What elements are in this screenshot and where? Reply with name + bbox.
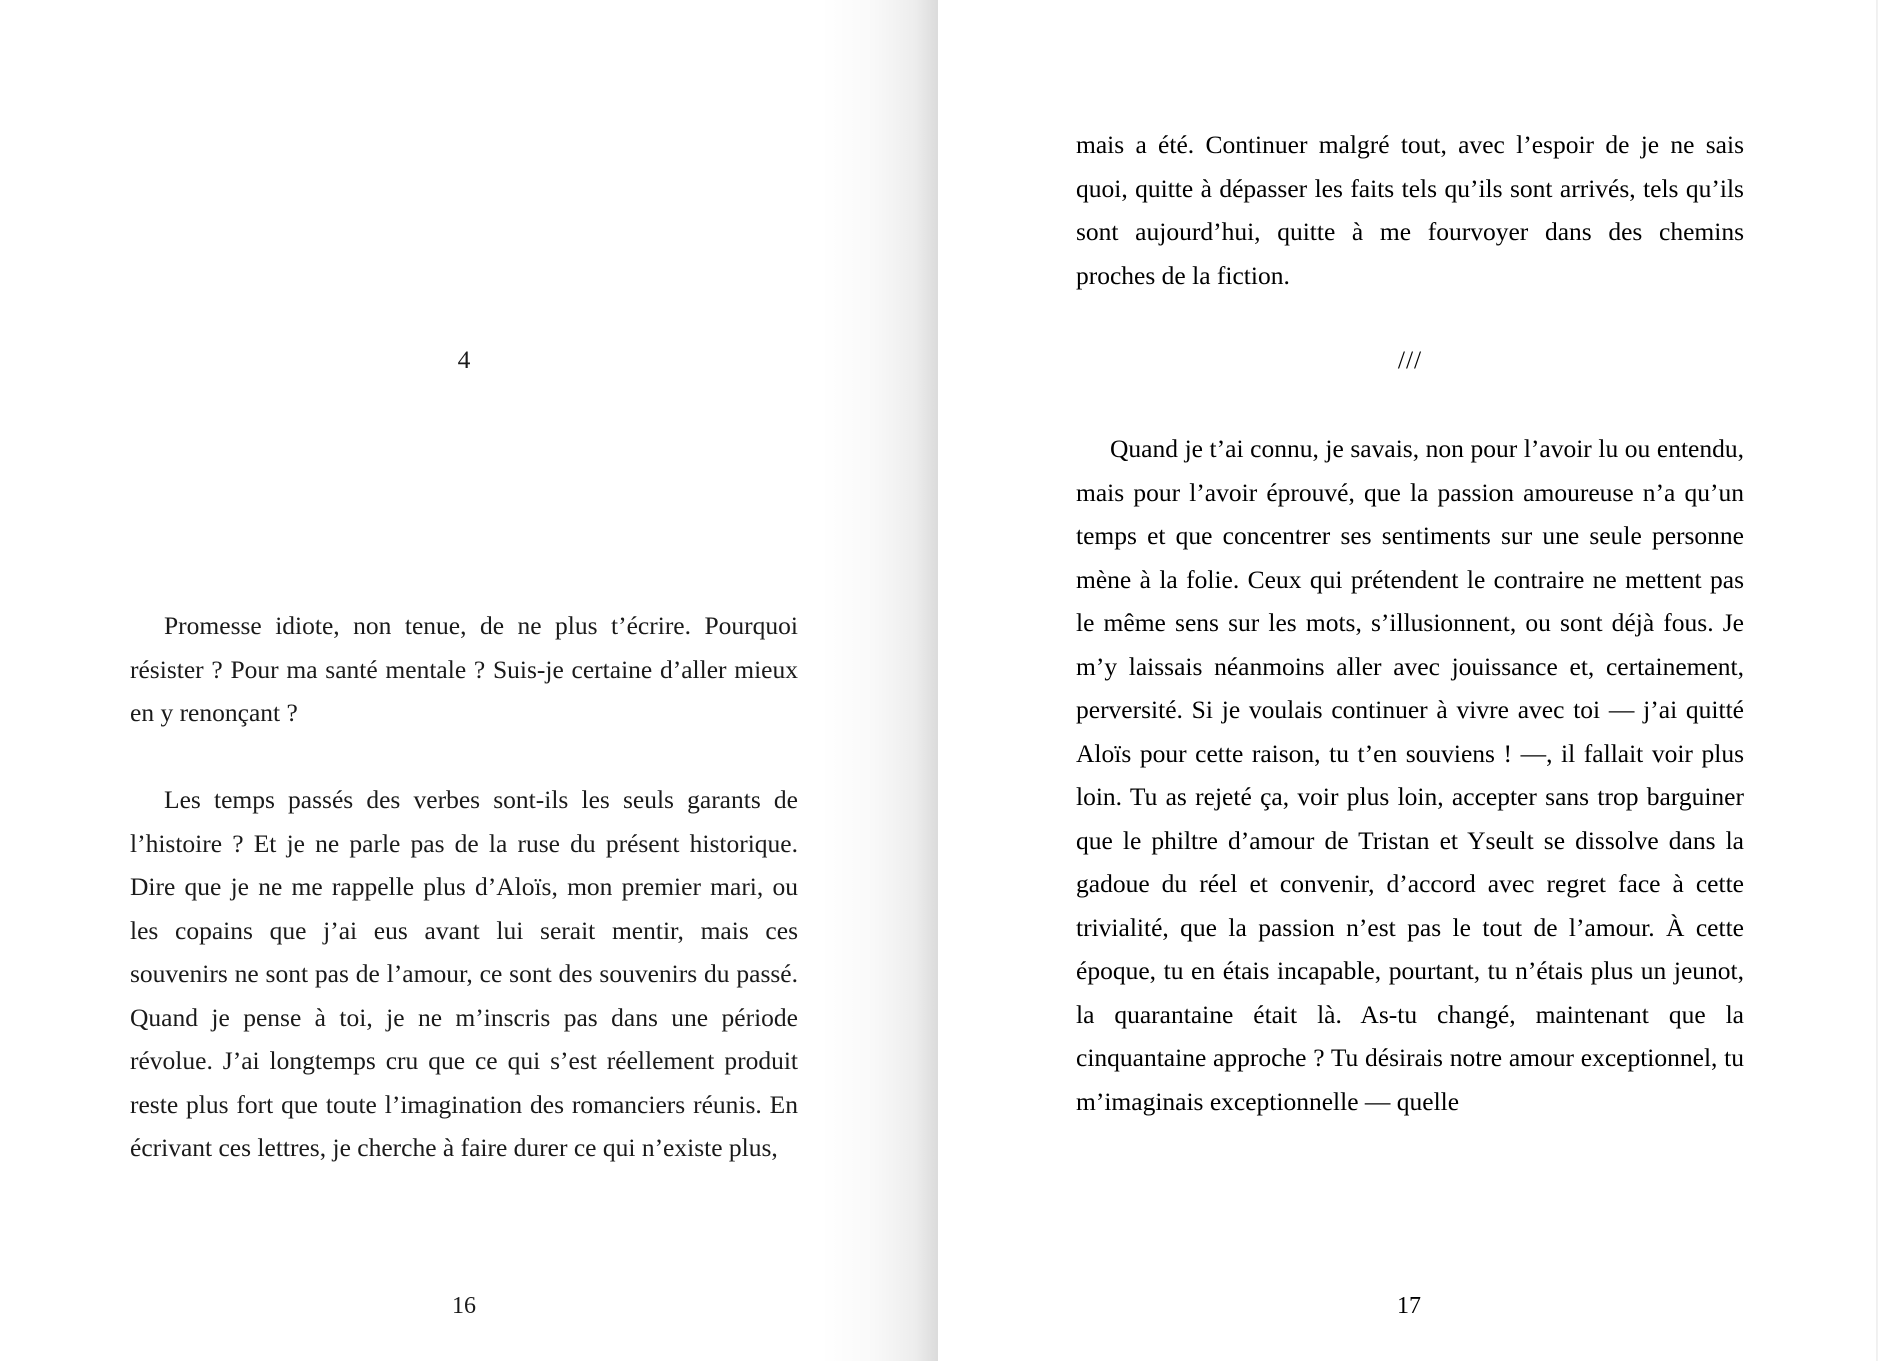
right-page-continuation xyxy=(1076,123,1744,297)
paragraph-continuation: mais a été. Continuer malgré tout, avec l’espoir de je ne sais quoi, quitte à dépasser les faits tels qu’ils sont arrivés, tels qu’ils sont aujourd’hui, quitte à me fourvoyer dans des chemins proches de la fiction. xyxy=(1076,130,1744,290)
paragraph: Promesse idiote, non tenue, de ne plus t’écrire. Pourquoi résister ? Pour ma santé mentale ? Suis-je certaine d’aller mieux en y renonçant ? xyxy=(130,611,798,727)
left-page-text xyxy=(130,604,798,1170)
paragraph: Les temps passés des verbes sont-ils les seuls garants de l’histoire ? Et je ne parle pas de la ruse du présent historique. Dire que je ne me rappelle plus d’Aloïs, mon premier mari, ou les copains que j’ai eus avant lui serait mentir, mais ces souvenirs ne sont pas de l’amour, ce sont des souvenirs du passé. Quand je pense à toi, je ne m’inscris pas dans une période révolue. J’ai longtemps cru que ce qui s’est réellement produit reste plus fort que toute l’imagination des romanciers réunis. En écrivant ces lettres, je cherche à faire durer ce qui n’existe plus, xyxy=(130,785,798,1162)
right-page-text xyxy=(1076,427,1744,1123)
left-page xyxy=(0,0,938,1361)
page-number: 16 xyxy=(452,1293,476,1319)
section-break: /// xyxy=(1397,345,1423,374)
gutter-shadow xyxy=(820,0,938,1361)
chapter-number: 4 xyxy=(457,345,471,374)
paragraph: Quand je t’ai connu, je savais, non pour l’avoir lu ou entendu, mais pour l’avoir éprouvé, que la passion amoureuse n’a qu’un temps et que concentrer ses sentiments sur une seule personne mène à la folie. Ceux qui prétendent le contraire ne mettent pas le même sens sur les mots, s’illusionnent, ou sont déjà fous. Je m’y laissais néanmoins aller avec jouissance et, certainement, perversité. Si je voulais continuer à vivre avec toi — j’ai quitté Aloïs pour cette raison, tu t’en souviens ! —, il fallait voir plus loin. Tu as rejeté ça, voir plus loin, accepter sans trop barguiner que le philtre d’amour de Tristan et Yseult se dissolve dans la gadoue du réel et convenir, d’accord avec regret face à cette trivialité, que la passion n’est pas le tout de l’amour. À cette époque, tu en étais incapable, pourtant, tu n’étais plus un jeunot, la quarantaine était là. As-tu changé, maintenant que la cinquantaine approche ? Tu désirais notre amour exceptionnel, tu m’imaginais exceptionnelle — quelle xyxy=(1076,434,1744,1116)
page-number: 17 xyxy=(1397,1293,1421,1319)
